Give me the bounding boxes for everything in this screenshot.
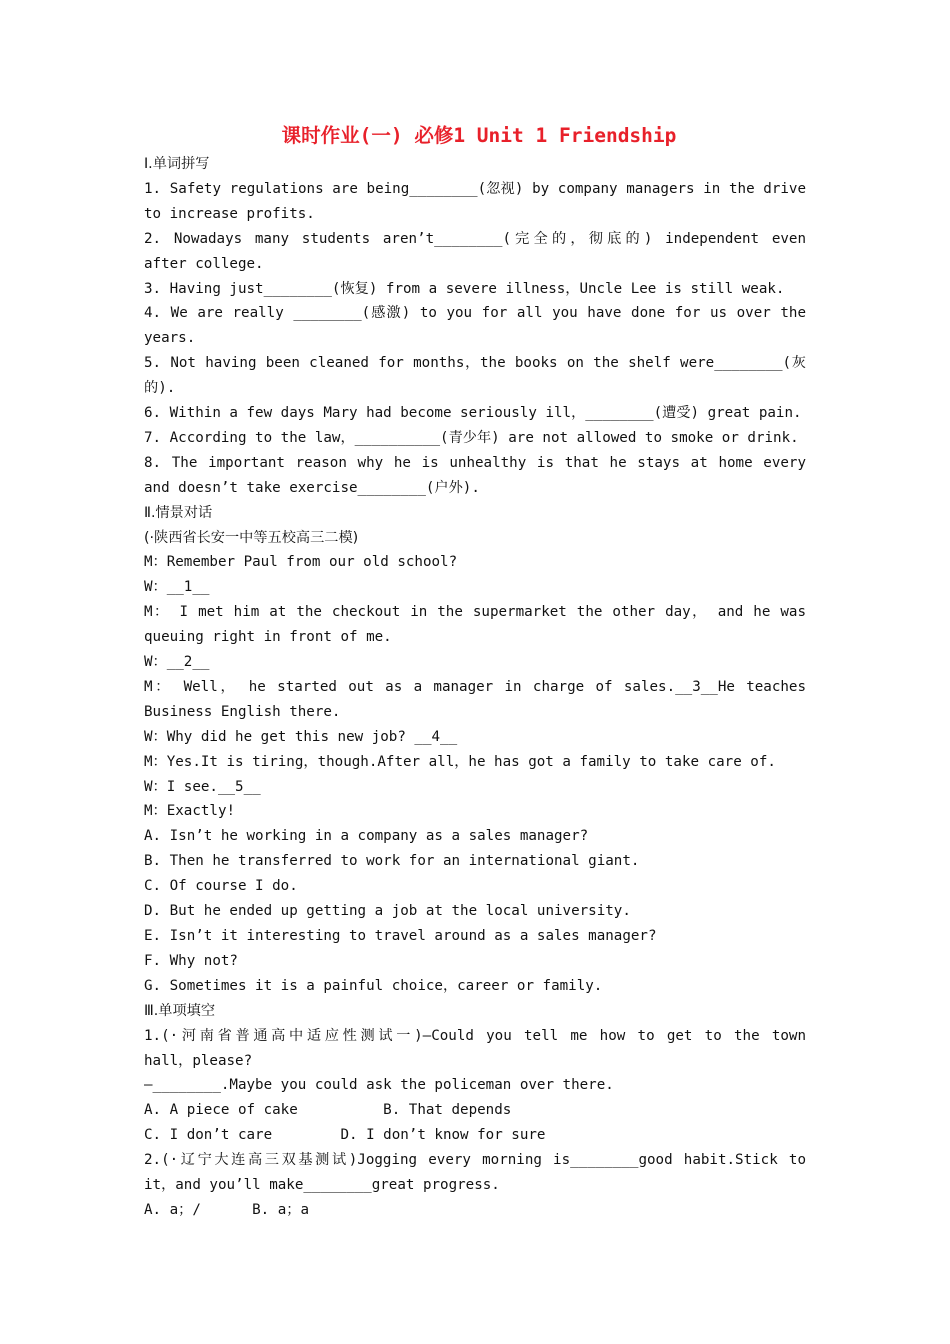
document-page <box>144 120 806 1223</box>
option-line: D. But he ended up getting a job at the local university. <box>144 903 631 920</box>
text-line: 2. Nowadays many students aren’t________(完全的，彻底的) independent even <box>144 230 806 247</box>
page-title: 课时作业(一) 必修1 Unit 1 Friendship <box>281 124 677 147</box>
option-line: G. Sometimes it is a painful choice，career or family. <box>144 977 603 994</box>
question-line: it，and you’ll make________great progress. <box>144 1177 500 1194</box>
question-line: 1.(·河南省普通高中适应性测试一)—Could you tell me how to get to the town <box>144 1027 806 1044</box>
section-heading-choice: Ⅲ.单项填空 <box>144 1002 216 1019</box>
option-line: A. a；/ B. a；a <box>144 1201 310 1218</box>
text-line: 4. We are really ________(感激) to you for all you have done for us over the <box>144 305 806 322</box>
text-line: 3. Having just________(恢复) from a severe illness，Uncle Lee is still weak. <box>144 280 785 297</box>
text-line: after college. <box>144 255 264 272</box>
option-line: F. Why not? <box>144 952 238 969</box>
question-line: —________.Maybe you could ask the policeman over there. <box>144 1077 614 1094</box>
dialogue-line: W：I see.__5__ <box>144 778 261 795</box>
dialogue-line: M： Well， he started out as a manager in charge of sales.__3__He teaches <box>144 678 806 695</box>
dialogue-line: W：__1__ <box>144 579 210 596</box>
text-line: years. <box>144 330 196 347</box>
text-line: 8. The important reason why he is unhealthy is that he stays at home every <box>144 454 806 471</box>
dialogue-line: M：Yes.It is tiring，though.After all，he has got a family to take care of. <box>144 753 776 770</box>
dialogue-line: M： I met him at the checkout in the supermarket the other day， and he was <box>144 604 806 621</box>
source-note: (·陕西省长安一中等五校高三二模) <box>144 529 359 546</box>
option-line: A. A piece of cake B. That depends <box>144 1102 512 1119</box>
option-line: A. Isn’t he working in a company as a sales manager? <box>144 828 589 845</box>
question-line: hall，please? <box>144 1052 253 1069</box>
text-line: 1. Safety regulations are being________(忽视) by company managers in the drive <box>144 180 806 197</box>
text-line: to increase profits. <box>144 205 315 222</box>
option-line: E. Isn’t it interesting to travel around as a sales manager? <box>144 927 657 944</box>
dialogue-line: M：Remember Paul from our old school? <box>144 554 458 571</box>
text-line: and doesn’t take exercise________(户外). <box>144 479 480 496</box>
text-line: 7. According to the law，__________(青少年) are not allowed to smoke or drink. <box>144 429 799 446</box>
question-line: 2.(·辽宁大连高三双基测试)Jogging every morning is________good habit.Stick to <box>144 1152 806 1169</box>
dialogue-line: W：Why did he get this new job? __4__ <box>144 728 458 745</box>
text-line: 6. Within a few days Mary had become seriously ill，________(遭受) great pain. <box>144 405 802 421</box>
section-heading-spelling: Ⅰ.单词拼写 <box>144 156 210 172</box>
option-line: C. Of course I do. <box>144 878 298 895</box>
dialogue-line: W：__2__ <box>144 654 210 671</box>
section-heading-dialogue: Ⅱ.情景对话 <box>144 504 213 521</box>
option-line: C. I don’t care D. I don’t know for sure <box>144 1127 546 1144</box>
dialogue-line: M：Exactly! <box>144 803 236 820</box>
text-line: 5. Not having been cleaned for months，the books on the shelf were________(灰 <box>144 355 806 372</box>
text-line: 的). <box>144 380 176 397</box>
dialogue-line: Business English there. <box>144 703 341 720</box>
option-line: B. Then he transferred to work for an international giant. <box>144 853 640 870</box>
dialogue-line: queuing right in front of me. <box>144 629 392 646</box>
